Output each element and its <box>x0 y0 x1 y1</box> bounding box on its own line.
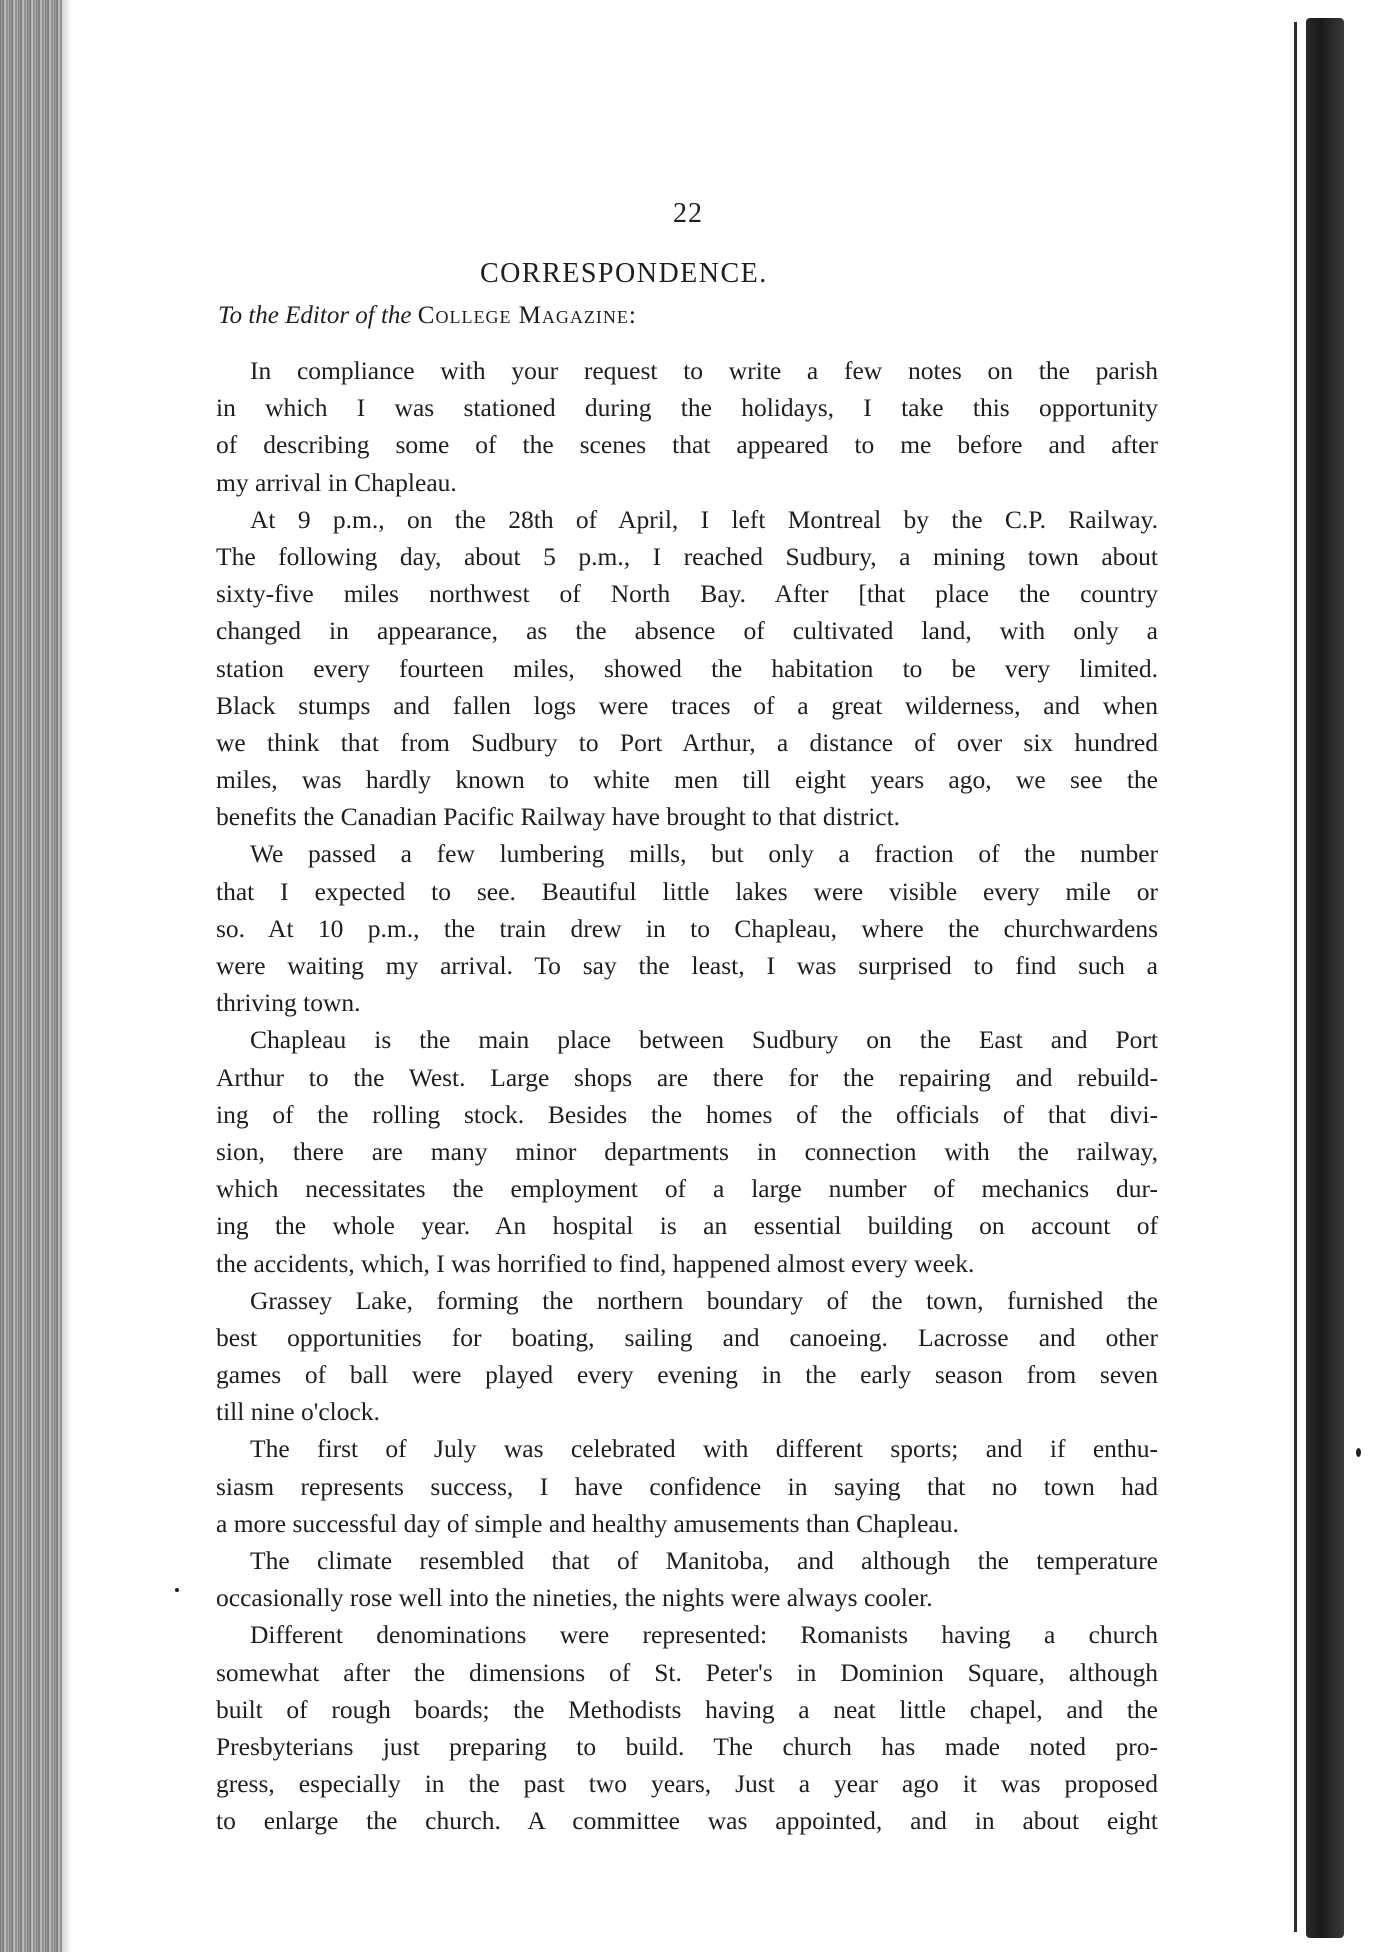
text-line: changed in appearance, as the absence of cultivated land, with only a <box>216 616 1158 646</box>
text-line: sion, there are many minor departments in connection with the railway, <box>216 1136 1158 1166</box>
text-line: station every fourteen miles, showed the habitation to be very limited. <box>216 653 1158 683</box>
text-line: benefits the Canadian Pacific Railway have brought to that district. <box>216 802 901 832</box>
text-line: we think that from Sudbury to Port Arthur, a distance of over six hundred <box>216 727 1158 757</box>
text-line: At 9 p.m., on the 28th of April, I left Montreal by the C.P. Railway. <box>250 504 1158 534</box>
text-line: built of rough boards; the Methodists having a neat little chapel, and the <box>216 1694 1158 1724</box>
text-line: sixty-five miles northwest of North Bay. After [that place the country <box>216 579 1158 609</box>
text-line: games of ball were played every evening in the early season from seven <box>216 1360 1158 1390</box>
text-line: in which I was stationed during the holidays, I take this opportunity <box>216 393 1158 423</box>
paragraph <box>216 835 1158 1021</box>
paragraph <box>216 1542 1158 1616</box>
text-line: ing of the rolling stock. Besides the homes of the officials of that divi- <box>216 1099 1158 1129</box>
print-speck <box>1356 1448 1361 1457</box>
text-line: ing the whole year. An hospital is an essential building on account of <box>216 1211 1158 1241</box>
binding-line <box>1294 22 1297 1932</box>
text-line: The first of July was celebrated with different sports; and if enthu- <box>250 1434 1158 1464</box>
text-line: In compliance with your request to write a few notes on the parish <box>250 356 1158 385</box>
text-line: The following day, about 5 p.m., I reached Sudbury, a mining town about <box>216 541 1158 571</box>
text-line: thriving town. <box>216 988 361 1018</box>
page-number: 22 <box>673 198 703 229</box>
text-line: which necessitates the employment of a large number of mechanics dur- <box>216 1174 1158 1204</box>
text-line: till nine o'clock. <box>216 1397 380 1427</box>
text-line: best opportunities for boating, sailing and canoeing. Lacrosse and other <box>216 1322 1158 1352</box>
text-line: Arthur to the West. Large shops are there for the repairing and rebuild- <box>216 1062 1158 1092</box>
section-heading: CORRESPONDENCE. <box>480 258 768 289</box>
paragraph <box>216 352 1158 501</box>
text-line: somewhat after the dimensions of St. Peter's in Dominion Square, although <box>216 1657 1158 1687</box>
salutation <box>218 302 637 330</box>
text-line: my arrival in Chapleau. <box>216 467 457 497</box>
text-line: We passed a few lumbering mills, but only a fraction of the number <box>250 839 1158 869</box>
paragraph <box>216 1616 1158 1839</box>
text-line: Chapleau is the main place between Sudbury on the East and Port <box>250 1025 1158 1055</box>
text-line: Presbyterians just preparing to build. The church has made noted pro- <box>216 1731 1158 1761</box>
text-line: so. At 10 p.m., the train drew in to Chapleau, where the churchwardens <box>216 913 1158 943</box>
text-line: of describing some of the scenes that appeared to me before and after <box>216 430 1158 460</box>
text-line: the accidents, which, I was horrified to find, happened almost every week. <box>216 1248 975 1278</box>
text-line: Grassey Lake, forming the northern boundary of the town, furnished the <box>250 1285 1158 1315</box>
letter-body <box>216 352 1158 1840</box>
salutation-italic: To the Editor of the <box>218 302 412 329</box>
text-line: The climate resembled that of Manitoba, and although the temperature <box>250 1546 1158 1575</box>
book-page-edge-left <box>0 0 62 1952</box>
text-line: Black stumps and fallen logs were traces of a great wilderness, and when <box>216 690 1158 720</box>
paragraph <box>216 501 1158 836</box>
text-line: Different denominations were represented: Romanists having a church <box>250 1620 1158 1650</box>
text-line: that I expected to see. Beautiful little lakes were visible every mile or <box>216 876 1158 906</box>
text-line: siasm represents success, I have confidence in saying that no town had <box>216 1471 1158 1501</box>
text-line: a more successful day of simple and healthy amusements than Chapleau. <box>216 1508 959 1538</box>
paragraph <box>216 1282 1158 1431</box>
text-line: gress, especially in the past two years, Just a year ago it was proposed <box>216 1769 1158 1799</box>
print-speck <box>175 1588 179 1592</box>
book-binding-edge-right <box>1268 0 1376 1952</box>
paragraph <box>216 1430 1158 1542</box>
text-line: miles, was hardly known to white men till eight years ago, we see the <box>216 765 1158 795</box>
text-line: to enlarge the church. A committee was appointed, and in about eight <box>216 1806 1158 1836</box>
binding-bar <box>1306 18 1344 1938</box>
paragraph <box>216 1021 1158 1281</box>
text-line: occasionally rose well into the nineties, the nights were always cooler. <box>216 1583 933 1613</box>
salutation-magazine-name: College Magazine: <box>417 302 637 329</box>
text-line: were waiting my arrival. To say the least, I was surprised to find such a <box>216 951 1158 980</box>
